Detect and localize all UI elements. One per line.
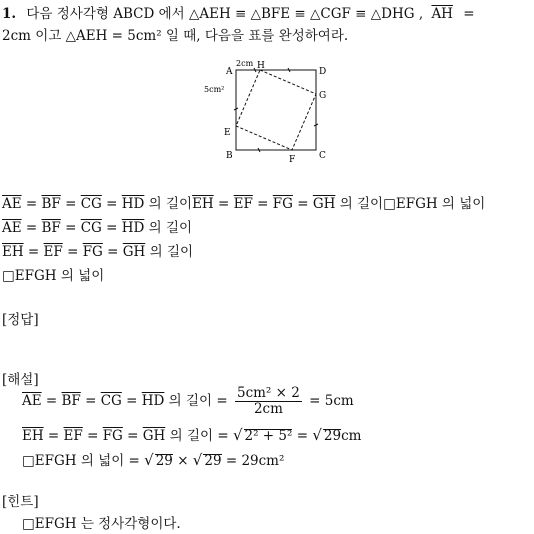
hint-label: [힌트] [2, 494, 39, 510]
length-text: 의 길이 [149, 244, 194, 260]
sqrt-icon: √ [144, 451, 154, 469]
segment-HD: $\overline{HD}$ [121, 196, 145, 212]
problem-text: 다음 정사각형 ABCD 에서 △AEH ≡ △BFE ≡ △CGF ≡ △DHG , [26, 6, 424, 22]
hint-text: □EFGH 는 정사각형이다. [22, 516, 181, 532]
segment-EH: $\overline{EH}$ [22, 428, 44, 444]
solution-line-2: $\overline{EH} = \overline{EF} = \overline{FG} = \overline{GH}$ 의 길이 = √ 2² + 5² = √ 29cm [22, 426, 362, 444]
length-text: 의 길이 [148, 220, 193, 236]
segment-EH: $\overline{EH}$ [192, 196, 214, 212]
square-ABCD [236, 70, 316, 150]
radicand: 29 [204, 453, 222, 469]
label-D: D [319, 67, 327, 77]
segment-AH: $\overline{AH}$ [431, 6, 453, 22]
segment-HD: $\overline{HD}$ [141, 393, 165, 409]
equals-sign: = [463, 6, 475, 22]
table-row-1: $\overline{AE} = \overline{BF} = \overline{CG} = \overline{HD}$ 의 길이 [2, 220, 193, 236]
table-row-0: $\overline{AE} = \overline{BF} = \overline{CG} = \overline{HD}$ 의 길이$\overline{EH} = \overline{EF} = \overline{FG} = \overline{GH}$ 의 길이□EFGH 의 넓이 [2, 196, 486, 212]
segment-EF: $\overline{EF}$ [43, 244, 63, 260]
label-G: G [319, 91, 327, 101]
table-row-2: $\overline{EH} = \overline{EF} = \overline{FG} = \overline{GH}$ 의 길이 [2, 244, 194, 260]
table-row-3: □EFGH 의 넓이 [2, 268, 105, 284]
segment-EF: $\overline{EF}$ [63, 428, 83, 444]
answer-label: [정답] [2, 312, 39, 328]
inner-square-EFGH [236, 70, 316, 150]
problem-line-1 [2, 6, 475, 22]
segment-FG: $\overline{FG}$ [272, 196, 293, 212]
length-text: 의 길이 = [169, 428, 229, 444]
length-label: 2cm [236, 59, 254, 68]
equals-sign: = [296, 428, 309, 444]
sqrt-icon: √ [312, 426, 322, 444]
area-label: 5cm² [204, 85, 225, 94]
length-text: 의 길이 [148, 196, 193, 212]
result-text: = 5cm [309, 393, 354, 409]
segment-GH: $\overline{GH}$ [312, 196, 336, 212]
segment-GH: $\overline{GH}$ [122, 244, 146, 260]
segment-BF: $\overline{BF}$ [61, 393, 81, 409]
sqrt-icon: √ [192, 451, 203, 469]
label-A: A [226, 67, 233, 77]
radicand: 29 [323, 428, 342, 444]
solution-label: [해설] [2, 372, 39, 388]
length-text: 의 길이 [339, 196, 384, 212]
length-text: 의 길이 = [168, 393, 228, 409]
segment-AE: $\overline{AE}$ [2, 196, 22, 212]
segment-AE: $\overline{AE}$ [22, 393, 42, 409]
solution-line-1: $\overline{AE} = \overline{BF} = \overline{CG} = \overline{HD}$ 의 길이 = $\frac{\text{5cm² × 2}}{2cm}$ = 5cm [22, 385, 354, 417]
segment-CG: $\overline{CG}$ [80, 196, 102, 212]
unit-text: cm [341, 428, 362, 444]
fraction [235, 386, 302, 417]
segment-CG: $\overline{CG}$ [80, 220, 102, 236]
label-F: F [289, 155, 296, 165]
segment-GH: $\overline{GH}$ [142, 428, 166, 444]
square-figure [200, 56, 340, 166]
segment-BF: $\overline{BF}$ [41, 220, 61, 236]
problem-line-2: 2cm 이고 △AEH = 5cm² 일 때, 다음을 표를 완성하여라. [2, 28, 349, 44]
label-C: C [319, 151, 326, 161]
segment-HD: $\overline{HD}$ [121, 220, 145, 236]
label-B: B [226, 151, 233, 161]
fraction-denominator: 2cm [253, 401, 283, 417]
area-text: □EFGH 의 넓이 [383, 196, 486, 212]
segment-CG: $\overline{CG}$ [100, 393, 122, 409]
radicand: 29 [155, 453, 173, 469]
segment-BF: $\overline{BF}$ [41, 196, 61, 212]
segment-FG: $\overline{FG}$ [82, 244, 103, 260]
fraction-numerator: 5cm² × 2 [236, 385, 300, 401]
problem-number: 1. [2, 6, 17, 22]
times-sign: × [177, 453, 189, 469]
solution-line-3 [22, 452, 284, 469]
result-text: = 29cm² [225, 453, 285, 469]
segment-EF: $\overline{EF}$ [233, 196, 253, 212]
segment-FG: $\overline{FG}$ [102, 428, 123, 444]
label-H: H [257, 61, 265, 71]
segment-AE: $\overline{AE}$ [2, 220, 22, 236]
label-E: E [224, 128, 231, 138]
segment-EH: $\overline{EH}$ [2, 244, 24, 260]
sqrt-icon: √ [232, 426, 243, 444]
radicand: 2² + 5² [244, 428, 293, 444]
area-text: □EFGH 의 넓이 = [22, 453, 140, 469]
